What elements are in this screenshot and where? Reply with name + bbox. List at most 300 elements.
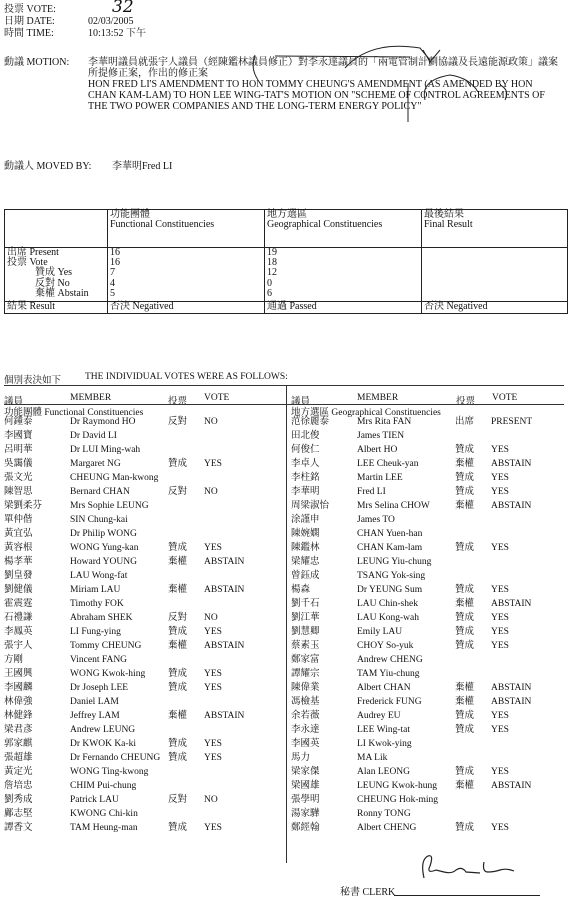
mover-label: 動議人 MOVED BY: [4, 161, 92, 172]
member-name-en: WONG Yung-kan [70, 543, 139, 553]
header-final-zh: 最後結果 [424, 209, 464, 220]
vote-zh: 棄權 [455, 599, 475, 609]
vote-zh: 贊成 [455, 473, 475, 483]
fc-present: 16 [110, 247, 120, 258]
vote-row [4, 500, 284, 513]
fc-col-member-en: MEMBER [70, 393, 112, 403]
header-functional-zh: 功能團體 [110, 209, 150, 220]
member-name-en: Ronny TONG [357, 809, 411, 819]
member-name-zh: 李永達 [291, 725, 320, 735]
member-name-zh: 梁家傑 [291, 767, 320, 777]
member-name-en: TAM Heung-man [70, 823, 138, 833]
vote-zh: 贊成 [168, 669, 188, 679]
motion-chinese: 李華明議員就張宇人議員（經陳鑑林議員修正）對李永達議員的「兩電管制計劃協議及長遠能源政策」議案所提修正案，作出的修正案 [88, 57, 558, 79]
vote-row [291, 752, 571, 765]
summary-row-labels [5, 248, 108, 302]
vote-zh: 棄權 [168, 585, 188, 595]
member-name-zh: 鄺志堅 [4, 809, 33, 819]
member-name-en: Audrey EU [357, 711, 401, 721]
header-geographical-zh: 地方選區 [267, 209, 307, 220]
member-name-zh: 王國興 [4, 669, 33, 679]
vote-row [4, 696, 284, 709]
member-name-zh: 李國寶 [4, 431, 33, 441]
gc-col-vote-en: VOTE [492, 393, 518, 403]
member-name-en: Albert CHAN [357, 683, 411, 693]
votes-heading-zh: 個別表決如下 [4, 376, 62, 386]
vote-en: YES [491, 823, 509, 833]
vote-row [4, 738, 284, 751]
member-name-zh: 郭家麒 [4, 739, 33, 749]
vote-en: YES [491, 725, 509, 735]
fc-abstain: 5 [110, 287, 115, 299]
final-counts [422, 248, 568, 302]
final-result: 否決 Negatived [422, 302, 568, 314]
vote-number-handwritten: 32 [112, 0, 134, 17]
member-name-en: Dr KWOK Ka-ki [70, 739, 136, 749]
column-divider [286, 385, 287, 863]
vote-en: ABSTAIN [204, 557, 245, 567]
member-name-en: Andrew CHENG [357, 655, 423, 665]
member-name-zh: 湯家驊 [291, 809, 320, 819]
fc-result: 否決 Negatived [108, 302, 265, 314]
member-name-zh: 涂謹申 [291, 515, 320, 525]
vote-en: YES [204, 823, 222, 833]
vote-row [4, 626, 284, 639]
member-name-zh: 范徐麗泰 [291, 417, 330, 427]
member-name-en: LEE Cheuk-yan [357, 459, 419, 469]
vote-en: ABSTAIN [204, 711, 245, 721]
clerk-signature [418, 852, 528, 882]
member-name-en: Albert HO [357, 445, 398, 455]
member-name-en: LEE Wing-tat [357, 725, 410, 735]
vote-zh: 贊成 [455, 613, 475, 623]
member-name-zh: 單仲偕 [4, 515, 33, 525]
member-name-en: WONG Ting-kwong [70, 767, 149, 777]
member-name-en: LAU Wong-fat [70, 571, 128, 581]
vote-en: YES [491, 585, 509, 595]
member-name-zh: 梁國雄 [291, 781, 320, 791]
heading-rule [4, 385, 564, 386]
vote-en: YES [204, 459, 222, 469]
vote-en: YES [491, 543, 509, 553]
member-name-zh: 何俊仁 [291, 445, 320, 455]
member-name-zh: 詹培忠 [4, 781, 33, 791]
row-label-vote: 投票 Vote [7, 257, 48, 269]
vote-row [291, 500, 571, 513]
mover-value: 李華明Fred LI [112, 161, 173, 172]
member-name-zh: 張宇人 [4, 641, 33, 651]
vote-zh: 棄權 [455, 459, 475, 469]
vote-zh: 贊成 [168, 683, 188, 693]
vote-en: YES [204, 543, 222, 553]
fc-section-title: 功能團體 Functional Constituencies [4, 408, 144, 418]
header-final [422, 210, 568, 248]
member-name-en: LI Fung-ying [70, 627, 121, 637]
vote-row [291, 584, 571, 597]
result-label: 結果 Result [5, 302, 108, 314]
member-name-zh: 呂明華 [4, 445, 33, 455]
vote-row [291, 542, 571, 555]
vote-row [291, 416, 571, 429]
member-name-zh: 周梁淑怡 [291, 501, 330, 511]
vote-en: ABSTAIN [204, 641, 245, 651]
member-name-en: TAM Yiu-chung [357, 669, 420, 679]
header-functional-en: Functional Constituencies [110, 219, 215, 230]
member-name-en: WONG Kwok-hing [70, 669, 146, 679]
member-name-zh: 李鳳英 [4, 627, 33, 637]
vote-en: YES [204, 627, 222, 637]
header-geographical-en: Geographical Constituencies [267, 219, 383, 230]
vote-row [4, 472, 284, 485]
vote-en: ABSTAIN [491, 683, 532, 693]
vote-en: ABSTAIN [491, 599, 532, 609]
member-name-en: MA Lik [357, 753, 388, 763]
row-label-present: 出席 Present [7, 247, 59, 258]
row-label-yes: 贊成 Yes [35, 267, 73, 279]
header-functional [108, 210, 265, 248]
member-name-en: Emily LAU [357, 627, 403, 637]
vote-row [291, 696, 571, 709]
gc-vote: 18 [267, 257, 277, 269]
member-name-zh: 李國英 [291, 739, 320, 749]
row-label-no: 反對 No [35, 277, 70, 289]
member-name-en: Abraham SHEK [70, 613, 133, 623]
member-name-zh: 梁劉柔芬 [4, 501, 43, 511]
member-name-zh: 李柱銘 [291, 473, 320, 483]
member-name-en: Bernard CHAN [70, 487, 130, 497]
member-name-en: Andrew LEUNG [70, 725, 136, 735]
vote-en: ABSTAIN [491, 501, 532, 511]
vote-zh: 贊成 [168, 739, 188, 749]
member-name-zh: 陳偉業 [291, 683, 320, 693]
member-name-en: Mrs Sophie LEUNG [70, 501, 149, 511]
vote-en: YES [491, 641, 509, 651]
fc-no: 4 [110, 277, 115, 289]
vote-en: YES [491, 473, 509, 483]
member-name-en: Miriam LAU [70, 585, 121, 595]
member-name-en: Timothy FOK [70, 599, 124, 609]
gc-col-member-zh: 議員 [291, 397, 311, 407]
vote-row [4, 584, 284, 597]
vote-row [4, 780, 284, 793]
vote-row [4, 598, 284, 611]
member-name-zh: 林偉強 [4, 697, 33, 707]
vote-row [291, 738, 571, 751]
member-name-en: Jeffrey LAM [70, 711, 120, 721]
votes-heading-en: THE INDIVIDUAL VOTES WERE AS FOLLOWS: [85, 372, 288, 382]
vote-zh: 贊成 [455, 543, 475, 553]
vote-zh: 出席 [455, 417, 475, 427]
member-name-zh: 吳靄儀 [4, 459, 33, 469]
member-name-zh: 劉千石 [291, 599, 320, 609]
member-name-zh: 陳智思 [4, 487, 33, 497]
vote-row [4, 710, 284, 723]
vote-label: 投票 VOTE: [4, 4, 56, 15]
member-name-zh: 馮檢基 [291, 697, 320, 707]
member-name-en: LEUNG Kwok-hung [357, 781, 437, 791]
member-name-en: James TO [357, 515, 395, 525]
vote-zh: 反對 [168, 795, 188, 805]
member-name-en: LEUNG Yiu-chung [357, 557, 432, 567]
geographical-counts [265, 248, 422, 302]
member-name-zh: 田北俊 [291, 431, 320, 441]
member-name-en: Dr LUI Ming-wah [70, 445, 141, 455]
vote-zh: 反對 [168, 487, 188, 497]
member-name-en: Fred LI [357, 487, 386, 497]
member-name-zh: 李華明 [291, 487, 320, 497]
vote-en: NO [204, 795, 218, 805]
member-name-en: Mrs Selina CHOW [357, 501, 430, 511]
vote-row [4, 682, 284, 695]
member-name-zh: 余若薇 [291, 711, 320, 721]
member-name-zh: 梁君彥 [4, 725, 33, 735]
fc-vote: 16 [110, 257, 120, 269]
vote-row [291, 780, 571, 793]
vote-zh: 棄權 [455, 501, 475, 511]
vote-row [4, 416, 284, 429]
vote-zh: 棄權 [455, 697, 475, 707]
member-name-en: Frederick FUNG [357, 697, 422, 707]
member-name-en: Dr Joseph LEE [70, 683, 129, 693]
motion-english: HON FRED LI'S AMENDMENT TO HON TOMMY CHEUNG'S AMENDMENT (AS AMENDED BY HON CHAN KAM-LAM) TO HON LEE WING-TAT'S MOTION ON "SCHEME OF CONTROL AGREEMENTS OF THE TWO POWER COMPANIES AND THE LONG-TERM ENERGY POLICY" [88, 79, 545, 112]
member-name-en: Dr YEUNG Sum [357, 585, 423, 595]
member-name-zh: 鄭家富 [291, 655, 320, 665]
vote-row [291, 682, 571, 695]
member-name-en: Howard YOUNG [70, 557, 137, 567]
member-name-en: Martin LEE [357, 473, 403, 483]
vote-en: YES [204, 739, 222, 749]
vote-en: YES [491, 613, 509, 623]
vote-en: YES [204, 683, 222, 693]
gc-col-member-en: MEMBER [357, 393, 399, 403]
member-name-zh: 張文光 [4, 473, 33, 483]
member-name-en: Vincent FANG [70, 655, 128, 665]
vote-zh: 贊成 [168, 543, 188, 553]
vote-row [4, 822, 284, 835]
clerk-label: 秘書 CLERK [340, 887, 396, 898]
member-name-zh: 楊森 [291, 585, 311, 595]
vote-row [4, 654, 284, 667]
date-value: 02/03/2005 [88, 16, 134, 27]
member-name-zh: 張超雄 [4, 753, 33, 763]
member-name-zh: 梁耀忠 [291, 557, 320, 567]
motion-label: 動議 MOTION: [4, 57, 70, 68]
member-name-zh: 李卓人 [291, 459, 320, 469]
handwritten-markings [0, 0, 573, 140]
member-name-zh: 林健鋒 [4, 711, 33, 721]
vote-en: YES [491, 487, 509, 497]
member-name-en: CHAN Kam-lam [357, 543, 423, 553]
summary-corner [5, 210, 108, 248]
gc-no: 0 [267, 277, 272, 289]
member-name-zh: 楊孝華 [4, 557, 33, 567]
member-name-en: CHAN Yuen-han [357, 529, 423, 539]
vote-row [4, 612, 284, 625]
vote-row [291, 808, 571, 821]
vote-en: ABSTAIN [204, 585, 245, 595]
member-name-zh: 曾鈺成 [291, 571, 320, 581]
vote-zh: 贊成 [168, 459, 188, 469]
vote-zh: 棄權 [168, 711, 188, 721]
clerk-signature-line [394, 895, 540, 896]
member-name-zh: 霍震霆 [4, 599, 33, 609]
member-name-en: Dr David LI [70, 431, 117, 441]
row-label-abstain: 棄權 Abstain [35, 287, 89, 299]
vote-row [291, 794, 571, 807]
vote-en: YES [491, 767, 509, 777]
member-name-en: Tommy CHEUNG [70, 641, 142, 651]
gc-section-title: 地方選區 Geographical Constituencies [291, 408, 441, 418]
vote-zh: 棄權 [455, 683, 475, 693]
member-name-zh: 方剛 [4, 655, 24, 665]
time-label: 時間 TIME: [4, 28, 54, 39]
vote-en: NO [204, 613, 218, 623]
vote-en: ABSTAIN [491, 781, 532, 791]
member-name-en: Alan LEONG [357, 767, 411, 777]
date-label: 日期 DATE: [4, 16, 55, 27]
vote-zh: 棄權 [168, 641, 188, 651]
fc-col-vote-en: VOTE [204, 393, 230, 403]
fc-col-vote-zh: 投票 [168, 397, 188, 407]
vote-row [291, 668, 571, 681]
summary-table [4, 209, 568, 314]
gc-result: 通過 Passed [265, 302, 422, 314]
member-name-zh: 何鍾泰 [4, 417, 33, 427]
member-name-zh: 鄭經翰 [291, 823, 320, 833]
member-name-en: LAU Chin-shek [357, 599, 418, 609]
vote-zh: 反對 [168, 417, 188, 427]
member-name-zh: 石禮謙 [4, 613, 33, 623]
gc-abstain: 6 [267, 287, 272, 299]
member-name-zh: 譚香文 [4, 823, 33, 833]
vote-en: YES [491, 445, 509, 455]
vote-zh: 贊成 [455, 823, 475, 833]
vote-zh: 反對 [168, 613, 188, 623]
member-name-zh: 陳鑑林 [291, 543, 320, 553]
vote-en: YES [204, 669, 222, 679]
member-name-en: Margaret NG [70, 459, 121, 469]
vote-row [4, 486, 284, 499]
member-name-zh: 蔡素玉 [291, 641, 320, 651]
member-name-en: CHEUNG Man-kwong [70, 473, 159, 483]
vote-en: NO [204, 487, 218, 497]
vote-row [291, 472, 571, 485]
member-name-zh: 黃宜弘 [4, 529, 33, 539]
vote-row [291, 570, 571, 583]
member-name-zh: 張學明 [291, 795, 320, 805]
member-name-en: TSANG Yok-sing [357, 571, 426, 581]
vote-zh: 贊成 [455, 445, 475, 455]
member-name-en: KWONG Chi-kin [70, 809, 138, 819]
time-value: 10:13:52 下午 [88, 28, 147, 39]
vote-en: ABSTAIN [491, 697, 532, 707]
vote-row [291, 598, 571, 611]
vote-zh: 贊成 [455, 711, 475, 721]
vote-row [4, 752, 284, 765]
vote-en: NO [204, 417, 218, 427]
member-name-en: Albert CHENG [357, 823, 417, 833]
member-name-en: CHIM Pui-chung [70, 781, 137, 791]
member-name-zh: 劉秀成 [4, 795, 33, 805]
vote-row [4, 766, 284, 779]
member-name-zh: 劉慧卿 [291, 627, 320, 637]
vote-row [291, 654, 571, 667]
member-name-zh: 劉健儀 [4, 585, 33, 595]
member-name-en: CHOY So-yuk [357, 641, 414, 651]
vote-row [4, 444, 284, 457]
vote-row [4, 570, 284, 583]
vote-zh: 贊成 [455, 627, 475, 637]
gc-col-vote-zh: 投票 [456, 397, 476, 407]
vote-en: ABSTAIN [491, 459, 532, 469]
vote-zh: 贊成 [168, 627, 188, 637]
vote-en: YES [491, 627, 509, 637]
member-name-en: Daniel LAM [70, 697, 119, 707]
member-name-zh: 李國麟 [4, 683, 33, 693]
gc-yes: 12 [267, 267, 277, 279]
member-name-zh: 劉江華 [291, 613, 320, 623]
member-name-en: Dr Raymond HO [70, 417, 136, 427]
member-name-en: Patrick LAU [70, 795, 119, 805]
vote-row [291, 458, 571, 471]
vote-row [291, 514, 571, 527]
vote-row [4, 640, 284, 653]
vote-zh: 贊成 [455, 487, 475, 497]
vote-row [291, 724, 571, 737]
gc-present: 19 [267, 247, 277, 258]
vote-row [4, 542, 284, 555]
vote-row [4, 514, 284, 527]
vote-zh: 贊成 [168, 823, 188, 833]
header-geographical [265, 210, 422, 248]
member-name-zh: 黃容根 [4, 543, 33, 553]
vote-zh: 贊成 [168, 753, 188, 763]
vote-row [291, 528, 571, 541]
member-name-en: Dr Fernando CHEUNG [70, 753, 161, 763]
member-name-zh: 劉皇發 [4, 571, 33, 581]
vote-row [4, 794, 284, 807]
vote-en: PRESENT [491, 417, 533, 427]
member-name-en: Dr Philip WONG [70, 529, 137, 539]
vote-row [291, 626, 571, 639]
member-name-en: Mrs Rita FAN [357, 417, 412, 427]
member-name-zh: 譚耀宗 [291, 669, 320, 679]
vote-zh: 贊成 [455, 767, 475, 777]
header-final-en: Final Result [424, 219, 473, 230]
functional-counts [108, 248, 265, 302]
member-name-en: CHEUNG Hok-ming [357, 795, 439, 805]
member-name-zh: 黃定光 [4, 767, 33, 777]
fc-yes: 7 [110, 267, 115, 279]
vote-row [291, 710, 571, 723]
vote-row [291, 556, 571, 569]
vote-zh: 贊成 [455, 641, 475, 651]
fc-col-member-zh: 議員 [4, 397, 24, 407]
vote-row [291, 822, 571, 835]
vote-zh: 棄權 [455, 781, 475, 791]
member-name-zh: 馬力 [291, 753, 311, 763]
member-name-en: LI Kwok-ying [357, 739, 412, 749]
vote-en: YES [204, 753, 222, 763]
vote-row [291, 486, 571, 499]
vote-row [4, 458, 284, 471]
vote-row [4, 430, 284, 443]
member-name-en: James TIEN [357, 431, 405, 441]
vote-row [4, 528, 284, 541]
vote-row [291, 640, 571, 653]
vote-row [4, 668, 284, 681]
member-name-en: SIN Chung-kai [70, 515, 128, 525]
